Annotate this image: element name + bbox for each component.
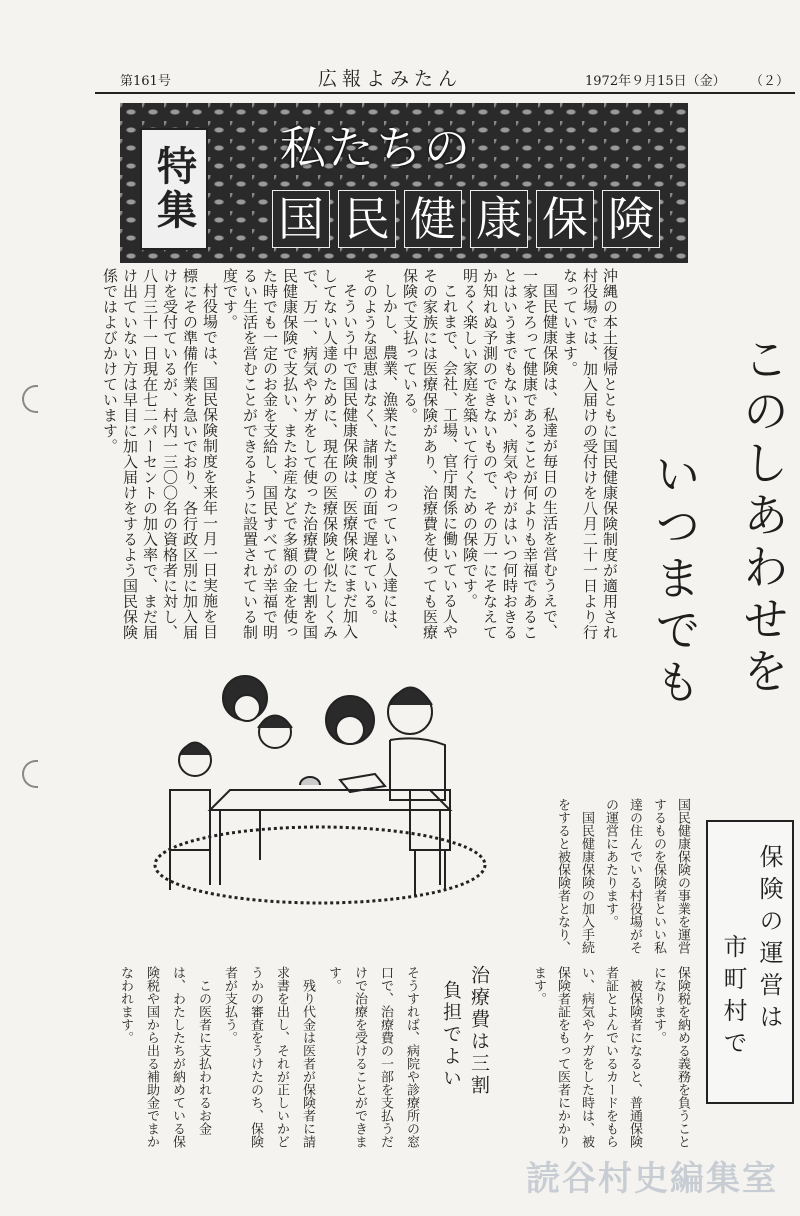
archive-watermark: 読谷村史編集室 bbox=[526, 1159, 778, 1199]
cost-heading-line1: 治療費は三割 bbox=[468, 965, 490, 1097]
banner-char: 民 bbox=[338, 190, 396, 248]
paragraph: 被保険者になると、普通保険者証とよんでいるカードをもらい、病気やケガをした時は、被保険者証をもって医者にかかります。 bbox=[531, 966, 642, 1148]
operation-heading-line1: 保険の運営は bbox=[755, 844, 783, 1036]
paragraph: 村役場では、国民保険制度を来年一月一日実施を目標にその準備作業を急いでおり、各行政区別に加入届けを受付ているが、村内一三〇〇名の資格者に対し、八月三十一日現在七二パーセントの加入率で、まだ届け出ていない方は早目に加入届けをするよう国民保険係ではよびかけています。 bbox=[101, 268, 219, 640]
paragraph: 残り代金は医者が保険者に請求書を出し、それが正しいかどうかの審査をうけたのち、保険者が支払う。 bbox=[222, 966, 315, 1148]
paragraph: 国民健康保険の事業を運営するものを保険者といい私達の住んでいる村役場がその運営にあたります。 bbox=[603, 798, 690, 954]
paragraph: 保険税を納める義務を負うことになります。 bbox=[651, 966, 690, 1148]
main-article bbox=[62, 268, 620, 640]
banner-char: 健 bbox=[404, 190, 462, 248]
paragraph: そういう中で国民健康保険は、医療保険にまだ加入してない人達のために、現在の医療保険と似たしくみで、万一、病気やケガをして使った治療費の七割を国民健康保険で支払い、またお産などで多額の金を使った時でも一定のお金を支給し、国民すべてが幸福で明るい生活を営むことができるように設置されている制度です。 bbox=[221, 268, 359, 640]
operation-heading-box bbox=[706, 820, 794, 1104]
headline-line2: いつまでも bbox=[648, 450, 702, 710]
issue-date: 1972年９月15日（金） bbox=[585, 74, 726, 89]
operation-article-top bbox=[500, 798, 694, 958]
binder-hole bbox=[22, 385, 38, 413]
feature-tag: 特集 bbox=[140, 128, 208, 250]
binder-hole bbox=[22, 760, 38, 788]
operation-heading-line2: 市町村で bbox=[719, 934, 747, 1062]
paragraph: 国民健康保険は、私達が毎日の生活を営むうえで、一家そろって健康であることが何よりも幸福であることはいうまでもないが、病気やけがはいつ何時おきるか知れぬ予測のできないもので、その万一にそなえて明るく楽しい家庭を築いて行くための保険です。 bbox=[461, 268, 559, 640]
cost-article bbox=[72, 966, 424, 1148]
publication-title: 広報よみたん bbox=[318, 68, 463, 90]
paragraph: 国民健康保険の加入手続をすると被保険者となり、 bbox=[555, 798, 594, 954]
operation-article-bottom bbox=[500, 966, 694, 1148]
banner-title-top: 私たちの bbox=[280, 121, 472, 175]
issue-number: 第161号 bbox=[120, 74, 171, 89]
banner-title-main bbox=[272, 190, 660, 248]
header-rule bbox=[95, 92, 795, 94]
paragraph: この医者に支払われるお金は、わたしたちが納めている保険税や国から出る補助金でまかなわれます。 bbox=[118, 966, 211, 1148]
paragraph: そうすれば、病院や診療所の窓口で、治療費の一部を支払うだけで治療を受けることができます。 bbox=[326, 966, 419, 1148]
banner-char: 険 bbox=[602, 190, 660, 248]
paragraph: しかし、農業、漁業にたずさわっている人達には、そのような恩恵はなく、諸制度の面で遅れている。 bbox=[361, 268, 399, 640]
banner-char: 保 bbox=[536, 190, 594, 248]
page-number: （２） bbox=[750, 74, 790, 89]
banner-char: 康 bbox=[470, 190, 528, 248]
paragraph: 沖縄の本土復帰とともに国民健康保険制度が適用され村役場では、加入届けの受付けを八月二十一日より行なっています。 bbox=[561, 268, 619, 640]
banner-char: 国 bbox=[272, 190, 330, 248]
cost-heading-line2: 負担でよい bbox=[440, 980, 462, 1090]
headline-line1: このしあわせを bbox=[736, 335, 790, 699]
paragraph: これまで、会社、工場、官庁関係に働いている人やその家族には医療保険があり、治療費を使っても医療保険で支払っている。 bbox=[401, 268, 459, 640]
family-illustration bbox=[150, 660, 490, 910]
